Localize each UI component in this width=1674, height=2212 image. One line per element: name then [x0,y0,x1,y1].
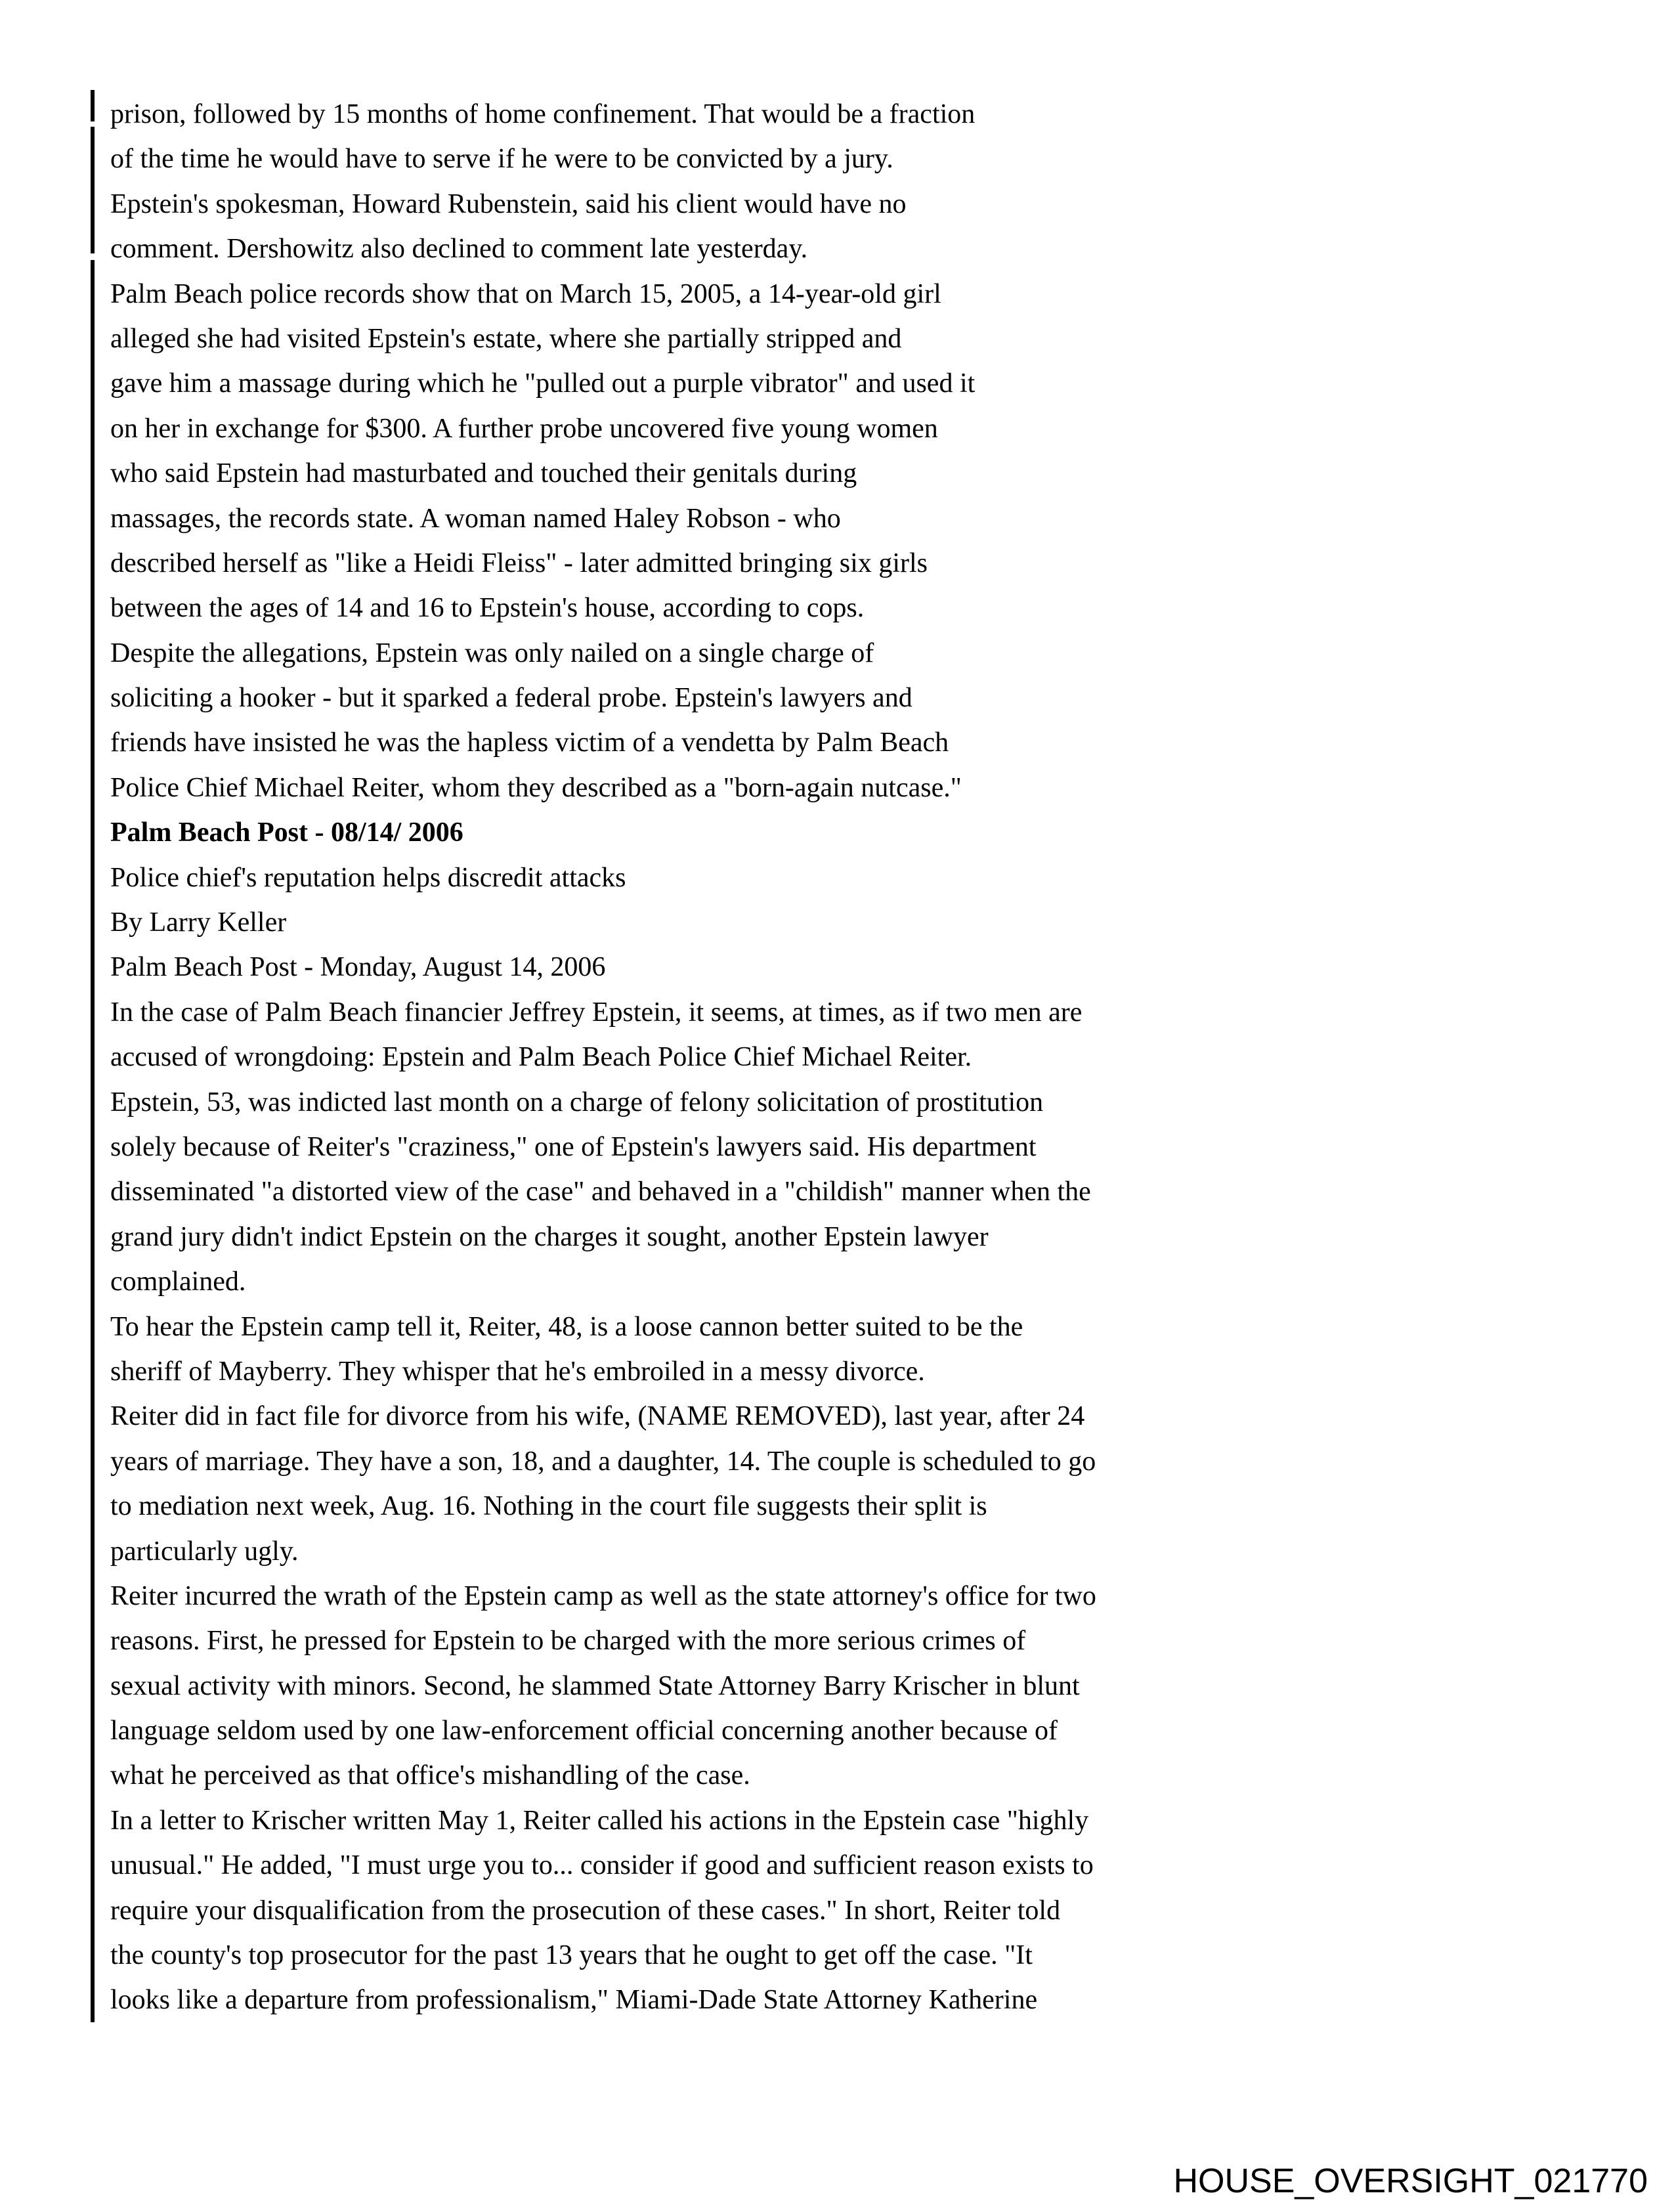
change-bar-segment [91,90,95,121]
text-line: require your disqualification from the prosecution of these cases." In short, Reiter told [110,1895,1061,1926]
text-line: In a letter to Krischer written May 1, Reiter called his actions in the Epstein case "highly [110,1805,1089,1836]
text-line: to mediation next week, Aug. 16. Nothing in the court file suggests their split is [110,1491,987,1522]
text-line: Despite the allegations, Epstein was only nailed on a single charge of [110,638,874,668]
text-line: Epstein's spokesman, Howard Rubenstein, said his client would have no [110,188,907,219]
text-line: accused of wrongdoing: Epstein and Palm Beach Police Chief Michael Reiter. [110,1042,972,1073]
text-line: looks like a departure from professionalism," Miami-Dade State Attorney Katherine [110,1985,1038,2016]
text-line: sexual activity with minors. Second, he slammed State Attorney Barry Krischer in blunt [110,1670,1080,1701]
text-line: prison, followed by 15 months of home confinement. That would be a fraction [110,99,976,129]
text-line: soliciting a hooker - but it sparked a federal probe. Epstein's lawyers and [110,683,912,714]
text-line: Reiter incurred the wrath of the Epstein camp as well as the state attorney's office for two [110,1580,1096,1611]
change-bar-segment [91,127,95,253]
text-line: solely because of Reiter's "craziness," one of Epstein's lawyers said. His department [110,1131,1037,1162]
text-line: between the ages of 14 and 16 to Epstein's house, according to cops. [110,593,865,624]
text-line: of the time he would have to serve if he were to be convicted by a jury. [110,144,893,175]
change-bar-segment [91,260,95,2022]
text-line: language seldom used by one law-enforcement official concerning another because of [110,1716,1058,1746]
text-line: unusual." He added, "I must urge you to... consider if good and sufficient reason exists to [110,1850,1094,1881]
text-line: In the case of Palm Beach financier Jeffrey Epstein, it seems, at times, as if two men are [110,997,1083,1028]
text-line: To hear the Epstein camp tell it, Reiter, 48, is a loose cannon better suited to be the [110,1311,1023,1342]
text-line: friends have insisted he was the hapless victim of a vendetta by Palm Beach [110,727,949,758]
text-line: Palm Beach Post - Monday, August 14, 2006 [110,952,606,983]
text-line: alleged she had visited Epstein's estate, where she partially stripped and [110,323,902,354]
text-line: complained. [110,1267,246,1297]
text-line: who said Epstein had masturbated and touched their genitals during [110,458,857,489]
text-line: Police chief's reputation helps discredit attacks [110,862,626,893]
text-line: Palm Beach Post - 08/14/ 2006 [110,817,463,848]
text-line: what he perceived as that office's mishandling of the case. [110,1760,750,1791]
text-line: By Larry Keller [110,907,287,938]
bates-stamp-label: HOUSE_OVERSIGHT_021770 [1173,2162,1648,2200]
text-line: Police Chief Michael Reiter, whom they described as a "born-again nutcase." [110,772,962,803]
document-text [110,92,1096,2023]
text-line: Reiter did in fact file for divorce from his wife, (NAME REMOVED), last year, after 24 [110,1401,1085,1432]
text-line: particularly ugly. [110,1536,299,1567]
text-line: gave him a massage during which he "pulled out a purple vibrator" and used it [110,368,976,399]
text-line: on her in exchange for $300. A further probe uncovered five young women [110,413,938,444]
text-line: reasons. First, he pressed for Epstein to be charged with the more serious crimes of [110,1626,1026,1657]
text-line: described herself as "like a Heidi Fleiss" - later admitted bringing six girls [110,548,928,578]
text-line: grand jury didn't indict Epstein on the charges it sought, another Epstein lawyer [110,1221,989,1252]
text-line: Epstein, 53, was indicted last month on a charge of felony solicitation of prostitution [110,1087,1044,1117]
text-line: Palm Beach police records show that on March 15, 2005, a 14-year-old girl [110,278,941,309]
text-line: sheriff of Mayberry. They whisper that he's embroiled in a messy divorce. [110,1356,925,1387]
text-line: the county's top prosecutor for the past 13 years that he ought to get off the case. "It [110,1940,1033,1971]
text-line: massages, the records state. A woman named Haley Robson - who [110,503,841,534]
text-line: years of marriage. They have a son, 18, and a daughter, 14. The couple is scheduled to go [110,1446,1096,1477]
text-line: comment. Dershowitz also declined to comment late yesterday. [110,234,808,265]
text-line: disseminated "a distorted view of the case" and behaved in a "childish" manner when the [110,1177,1091,1207]
